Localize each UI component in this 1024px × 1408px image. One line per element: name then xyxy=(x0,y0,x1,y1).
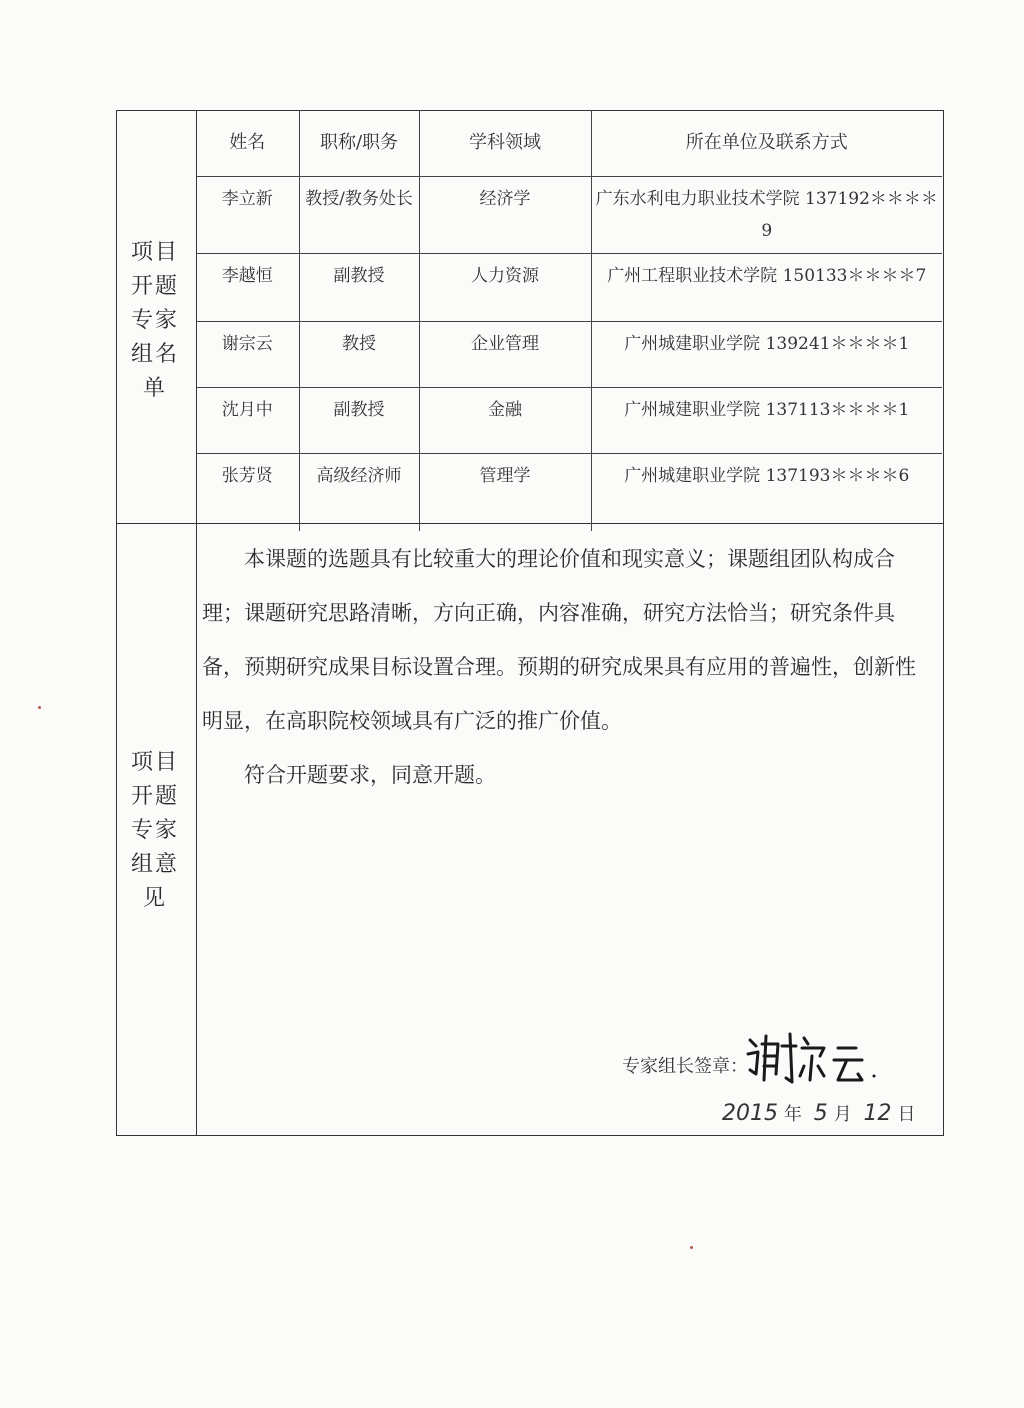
table-header-row xyxy=(196,110,942,176)
cell-unit-contact: 广州城建职业学院 137113＊＊＊＊1 xyxy=(591,387,942,453)
cell-field: 经济学 xyxy=(419,176,591,253)
header-name: 姓名 xyxy=(196,110,299,176)
cell-unit-contact: 广州工程职业技术学院 150133＊＊＊＊7 xyxy=(591,253,942,321)
date-year-unit: 年 xyxy=(784,1104,802,1125)
cell-field: 金融 xyxy=(419,387,591,453)
cell-title: 高级经济师 xyxy=(299,453,419,531)
opinion-paragraph: 符合开题要求，同意开题。 xyxy=(244,763,496,787)
opinion-section-label xyxy=(116,746,194,916)
cell-title: 副教授 xyxy=(299,253,419,321)
cell-title: 教授 xyxy=(299,321,419,387)
table-row xyxy=(196,453,942,531)
cell-field: 管理学 xyxy=(419,453,591,531)
cell-unit-contact: 广州城建职业学院 139241＊＊＊＊1 xyxy=(591,321,942,387)
expert-opinion-text xyxy=(196,524,942,802)
table-row xyxy=(196,253,942,321)
table-row xyxy=(196,321,942,387)
date-day: 12 xyxy=(863,1101,892,1126)
date-month: 5 xyxy=(813,1101,828,1126)
header-unit-contact: 所在单位及联系方式 xyxy=(591,110,942,176)
cell-field: 人力资源 xyxy=(419,253,591,321)
expert-list-table xyxy=(196,110,942,531)
signature-label: 专家组长签章： xyxy=(622,1056,748,1077)
cell-name: 李立新 xyxy=(196,176,299,253)
date-month-unit: 月 xyxy=(833,1104,852,1125)
date-year: 2015 xyxy=(722,1101,778,1126)
cell-unit-contact: 广东水利电力职业技术学院 137192＊＊＊＊9 xyxy=(591,176,942,253)
cell-unit-contact: 广州城建职业学院 137193＊＊＊＊6 xyxy=(591,453,942,531)
label-line: 项目 xyxy=(130,750,179,775)
cell-name: 张芳贤 xyxy=(196,453,299,531)
date-day-unit: 日 xyxy=(897,1104,916,1125)
header-field: 学科领域 xyxy=(419,110,591,176)
label-line: 组名 xyxy=(130,342,179,367)
label-line: 组意 xyxy=(130,852,179,877)
committee-section-label xyxy=(116,236,194,406)
label-line: 开题 xyxy=(130,274,179,299)
table-row xyxy=(196,387,942,453)
table-row xyxy=(196,176,942,253)
cell-title: 副教授 xyxy=(299,387,419,453)
label-line: 专家 xyxy=(130,308,179,333)
signing-date xyxy=(716,1100,915,1126)
cell-name: 谢宗云 xyxy=(196,321,299,387)
cell-title: 教授/教务处长 xyxy=(299,176,419,253)
header-title: 职称/职务 xyxy=(299,110,419,176)
scan-speck xyxy=(38,706,41,709)
cell-name: 沈月中 xyxy=(196,387,299,453)
scan-speck xyxy=(690,1246,693,1249)
cell-name: 李越恒 xyxy=(196,253,299,321)
handwritten-signature xyxy=(742,1026,882,1086)
label-line: 开题 xyxy=(130,784,179,809)
opinion-paragraph: 本课题的选题具有比较重大的理论价值和现实意义；课题组团队构成合理；课题研究思路清晰，方向正确，内容准确，研究方法恰当；研究条件具备，预期研究成果目标设置合理。预期的研究成果具有应用的普遍性，创新性明显，在高职院校领域具有广泛的推广价值。 xyxy=(202,547,916,733)
label-line: 单 xyxy=(142,376,167,401)
label-line: 专家 xyxy=(130,818,179,843)
label-line: 见 xyxy=(142,886,167,911)
cell-field: 企业管理 xyxy=(419,321,591,387)
label-line: 项目 xyxy=(130,240,179,265)
